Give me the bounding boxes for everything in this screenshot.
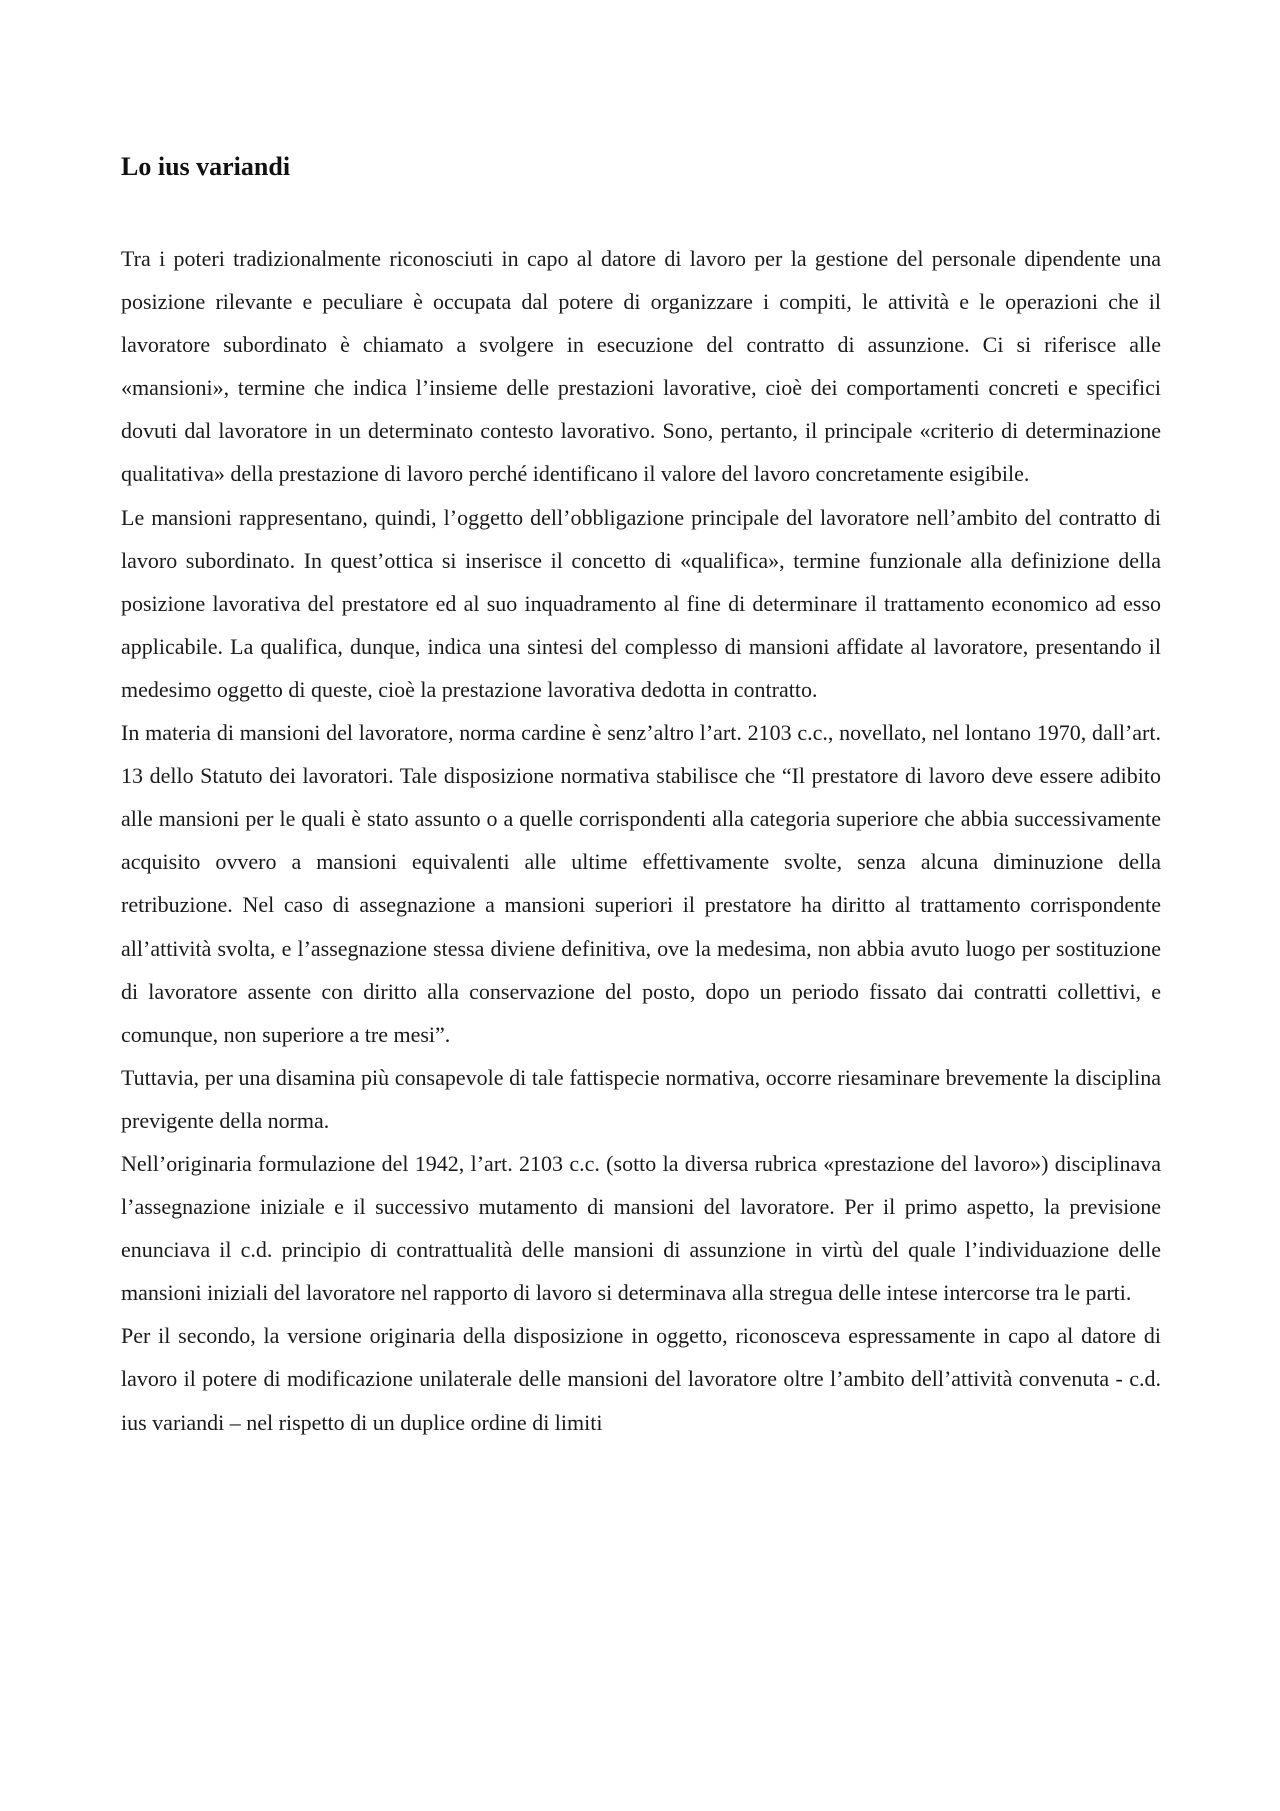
paragraph: Le mansioni rappresentano, quindi, l’oggetto dell’obbligazione principale del lavoratore nell’ambito del contratto di lavoro subordinato. In quest’ottica si inserisce il concetto di «qualifica», termine funzionale alla definizione della posizione lavorativa del prestatore ed al suo inquadramento al fine di determinare il trattamento economico ad esso applicabile. La qualifica, dunque, indica una sintesi del complesso di mansioni affidate al lavoratore, presentando il medesimo oggetto di queste, cioè la prestazione lavorativa dedotta in contratto. — [121, 504, 1161, 702]
paragraph: Tra i poteri tradizionalmente riconosciuti in capo al datore di lavoro per la gestione del personale dipendente una posizione rilevante e peculiare è occupata dal potere di organizzare i compiti, le attività e le operazioni che il lavoratore subordinato è chiamato a svolgere in esecuzione del contratto di assunzione. Ci si riferisce alle «mansioni», termine che indica l’insieme delle prestazioni lavorative, cioè dei comportamenti concreti e specifici dovuti dal lavoratore in un determinato contesto lavorativo. Sono, pertanto, il principale «criterio di determinazione qualitativa» della prestazione di lavoro perché identificano il valore del lavoro concretamente esigibile. — [121, 246, 1161, 487]
paragraph: In materia di mansioni del lavoratore, norma cardine è senz’altro l’art. 2103 c.c., novellato, nel lontano 1970, dall’art. 13 dello Statuto dei lavoratori. Tale disposizione normativa stabilisce che “Il prestatore di lavoro deve essere adibito alle mansioni per le quali è stato assunto o a quelle corrispondenti alla categoria superiore che abbia successivamente acquisito ovvero a mansioni equivalenti alle ultime effettivamente svolte, senza alcuna diminuzione della retribuzione. Nel caso di assegnazione a mansioni superiori il prestatore ha diritto al trattamento corrispondente all’attività svolta, e l’assegnazione stessa diviene definitiva, ove la medesima, non abbia avuto luogo per sostituzione di lavoratore assente con diritto alla conservazione del posto, dopo un periodo fissato dai contratti collettivi, e comunque, non superiore a tre mesi”. — [121, 720, 1161, 1047]
paragraph: Per il secondo, la versione originaria della disposizione in oggetto, riconosceva espressamente in capo al datore di lavoro il potere di modificazione unilaterale delle mansioni del lavoratore oltre l’ambito dell’attività convenuta - c.d. ius variandi – nel rispetto di un duplice ordine di limiti — [121, 1323, 1161, 1435]
document-body — [121, 237, 1161, 1444]
paragraph: Tuttavia, per una disamina più consapevole di tale fattispecie normativa, occorre riesaminare brevemente la disciplina previgente della norma. — [121, 1064, 1161, 1133]
paragraph: Nell’originaria formulazione del 1942, l’art. 2103 c.c. (sotto la diversa rubrica «prestazione del lavoro») disciplinava l’assegnazione iniziale e il successivo mutamento di mansioni del lavoratore. Per il primo aspetto, la previsione enunciava il c.d. principio di contrattualità delle mansioni di assunzione in virtù del quale l’individuazione delle mansioni iniziali del lavoratore nel rapporto di lavoro si determinava alla stregua delle intese intercorse tra le parti. — [121, 1150, 1161, 1306]
page-title: Lo ius variandi — [121, 152, 291, 181]
